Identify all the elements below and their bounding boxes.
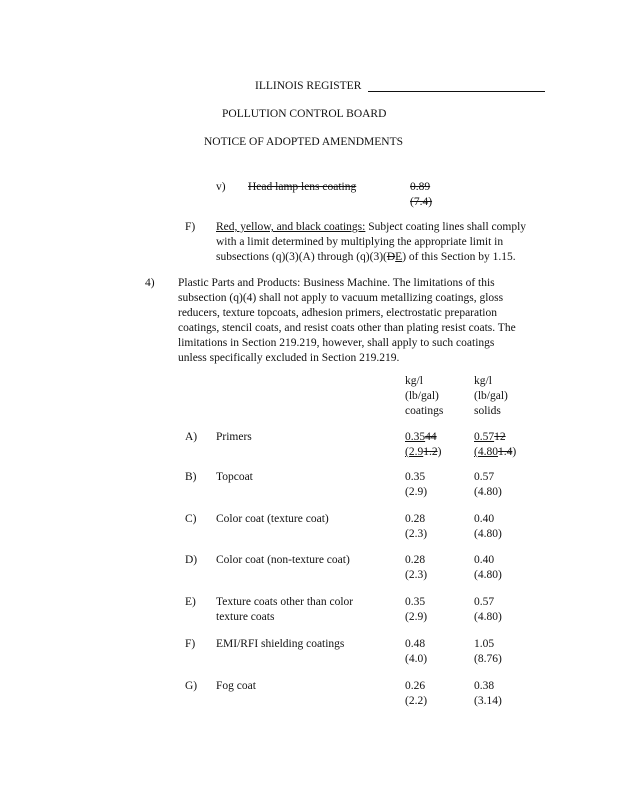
row-e-label: E) [185,596,196,608]
row-a-lb-coatings-old: 1.2 [423,446,438,458]
item-f-text-1: Subject coating lines shall comply [365,221,527,233]
col-coatings-unit-alt: (lb/gal) [405,390,439,402]
col-solids-unit: kg/l [474,375,492,387]
board-title: POLLUTION CONTROL BOARD [222,108,387,120]
row-a-lb-solids-end: ) [512,446,517,458]
row-a-lb-solids [474,445,516,460]
item-4-line-4: coatings, stencil coats, and resist coats other than plating resist coats. The [178,322,516,334]
row-e-kg-solids: 0.57 [474,596,495,608]
row-a-lb-solids-old: 1.4 [497,446,513,458]
row-b-lb-solids: (4.80) [474,486,502,498]
item-v-lb: (7.4) [410,196,433,208]
col-solids-basis: solids [474,405,501,417]
item-f-label: F) [185,221,196,233]
row-a-kg-solids-old: 12 [494,431,506,443]
row-c-kg-solids: 0.40 [474,513,495,525]
item-f-line-3 [216,250,516,265]
row-g-name: Fog coat [216,680,256,692]
row-d-lb-solids: (4.80) [474,569,502,581]
row-e-name: Texture coats other than color [216,596,354,608]
row-a-kg-coatings-old: 44 [425,431,437,443]
item-4-label: 4) [145,277,155,289]
row-d-kg-solids: 0.40 [474,554,495,566]
item-4-line-3: reducers, texture topcoats, adhesion primers, electrostatic preparation [178,307,497,319]
row-d-kg-coatings: 0.28 [405,554,426,566]
item-4-line-5: limitations in Section 219.219, however, shall apply to such coatings [178,337,495,349]
item-f-lead: Red, yellow, and black coatings: [216,221,366,233]
col-coatings-unit: kg/l [405,375,423,387]
row-e-name-cont: texture coats [216,611,275,623]
row-a-kg-coatings-new: 0.35 [405,431,426,443]
item-f-line-3-post: ) of this Section by 1.15. [402,251,516,263]
register-title: ILLINOIS REGISTER [255,80,362,92]
row-e-lb-coatings: (2.9) [405,611,428,623]
row-c-label: C) [185,513,197,525]
row-b-label: B) [185,471,197,483]
row-g-label: G) [185,680,198,692]
row-a-lb-coatings [405,445,441,460]
notice-title: NOTICE OF ADOPTED AMENDMENTS [204,136,404,148]
row-a-kg-solids [474,430,506,445]
row-c-kg-coatings: 0.28 [405,513,426,525]
row-f-label: F) [185,638,196,650]
row-a-lb-coatings-end: ) [437,446,442,458]
item-f-line-3-pre: subsections (q)(3)(A) through (q)(3)( [216,251,387,263]
row-f-kg-solids: 1.05 [474,638,495,650]
item-f-line-3-ins: E [395,251,403,263]
row-a-name: Primers [216,431,252,443]
row-a-kg-coatings [405,430,437,445]
col-coatings-basis: coatings [405,405,444,417]
row-a-label: A) [185,431,198,443]
row-c-name: Color coat (texture coat) [216,513,329,525]
row-g-kg-solids: 0.38 [474,680,495,692]
row-c-lb-solids: (4.80) [474,528,502,540]
row-c-lb-coatings: (2.3) [405,528,428,540]
row-d-label: D) [185,554,198,566]
row-g-kg-coatings: 0.26 [405,680,426,692]
row-f-kg-coatings: 0.48 [405,638,426,650]
row-e-kg-coatings: 0.35 [405,596,426,608]
row-b-name: Topcoat [216,471,253,483]
item-f-line-1 [216,220,526,235]
item-f-line-2: with a limit determined by multiplying the appropriate limit in [216,236,504,248]
row-d-name: Color coat (non-texture coat) [216,554,350,566]
item-4-line-6: unless specifically excluded in Section 219.219. [178,352,400,364]
col-solids-unit-alt: (lb/gal) [474,390,508,402]
item-v-name: Head lamp lens coating [248,181,357,193]
item-v-label: v) [216,181,226,193]
row-f-lb-coatings: (4.0) [405,653,428,665]
row-d-lb-coatings: (2.3) [405,569,428,581]
row-f-lb-solids: (8.76) [474,653,502,665]
row-b-lb-coatings: (2.9) [405,486,428,498]
item-f-line-3-struck: D [386,251,396,263]
item-4-line-1: Plastic Parts and Products: Business Machine. The limitations of this [178,277,495,289]
item-v-kg: 0.89 [410,181,431,193]
register-underline [368,91,545,92]
row-f-name: EMI/RFI shielding coatings [216,638,345,650]
row-a-kg-solids-new: 0.57 [474,431,495,443]
row-b-kg-coatings: 0.35 [405,471,426,483]
row-a-lb-solids-new: (4.80 [474,446,498,458]
row-a-lb-coatings-new: (2.9 [405,446,424,458]
row-g-lb-solids: (3.14) [474,695,502,707]
item-4-line-2: subsection (q)(4) shall not apply to vacuum metallizing coatings, gloss [178,292,504,304]
row-b-kg-solids: 0.57 [474,471,495,483]
row-e-lb-solids: (4.80) [474,611,502,623]
row-g-lb-coatings: (2.2) [405,695,428,707]
